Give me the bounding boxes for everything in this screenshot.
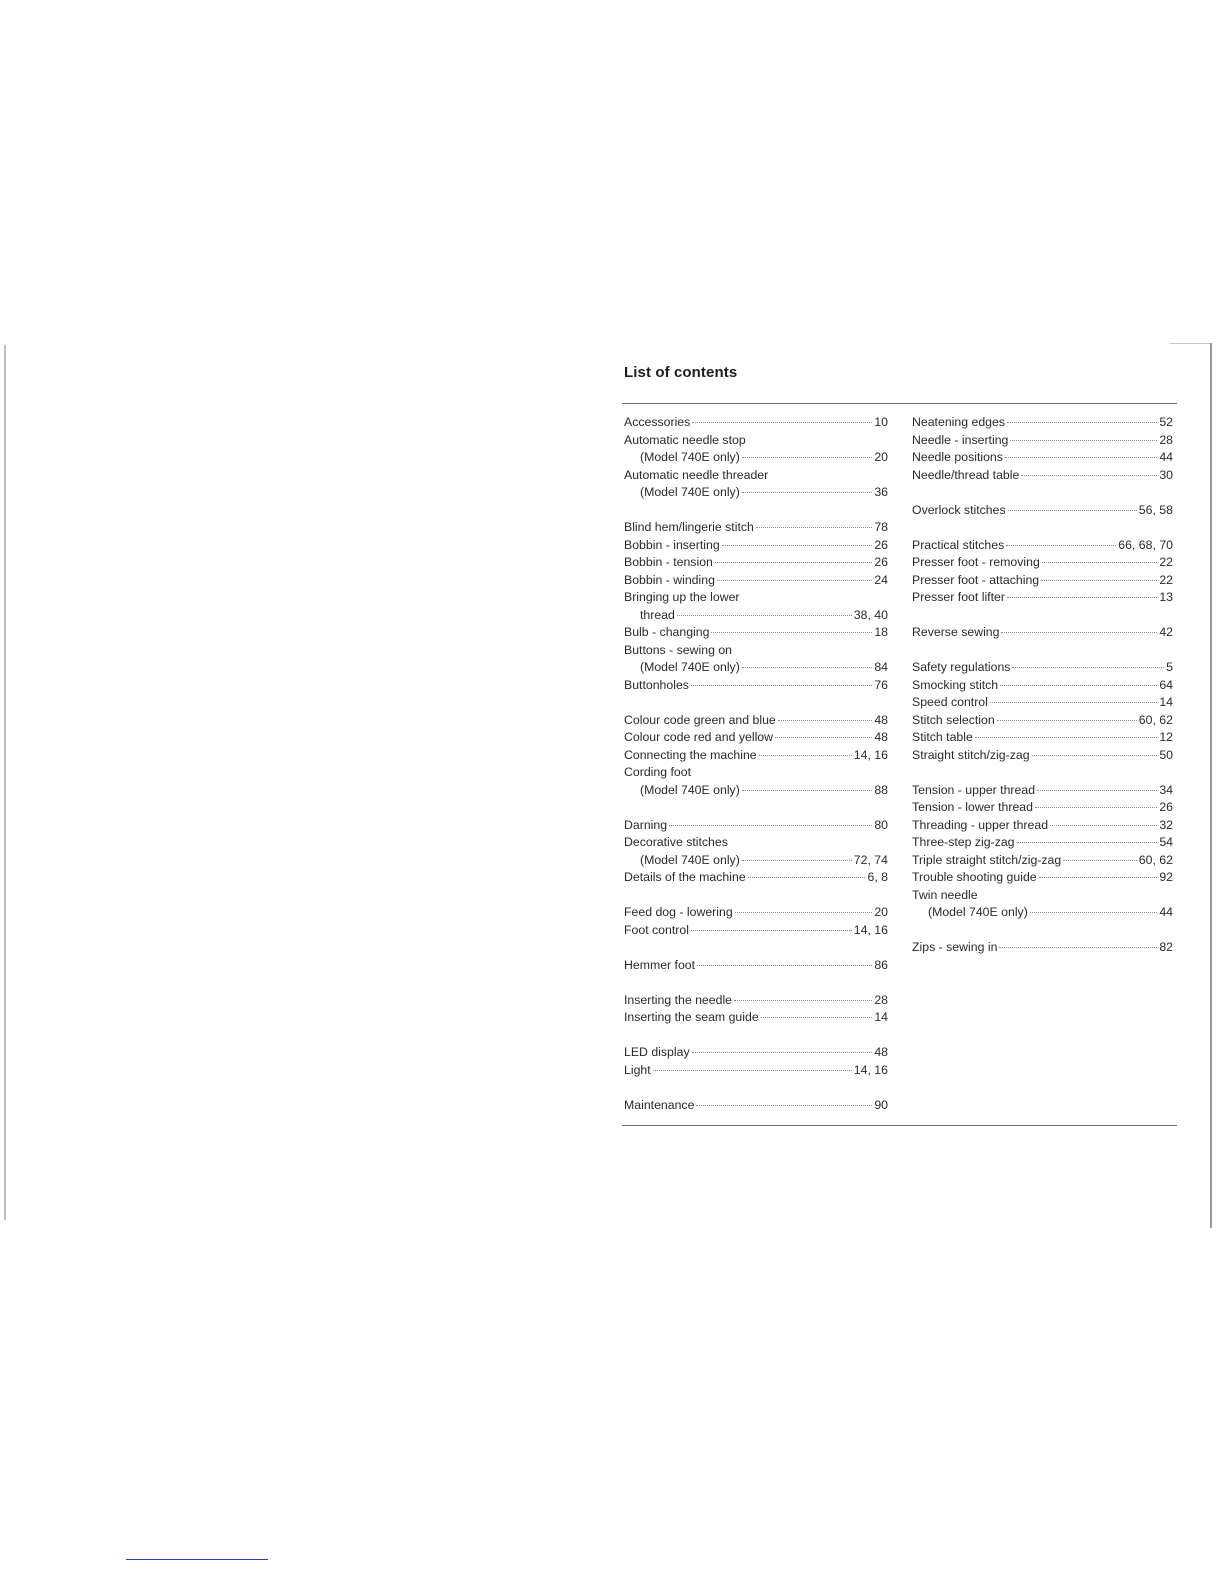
dot-leader xyxy=(1041,579,1157,581)
entry-topic: Bobbin - tension xyxy=(624,555,713,569)
dot-leader xyxy=(691,684,872,686)
entry-topic: Blind hem/lingerie stitch xyxy=(624,520,754,534)
dot-leader xyxy=(742,859,852,861)
dot-leader xyxy=(653,1069,852,1071)
entry-line xyxy=(624,834,888,852)
contents-entry xyxy=(912,887,1173,922)
entry-topic: Inserting the seam guide xyxy=(624,1010,759,1024)
contents-entry xyxy=(912,694,1173,712)
contents-column-left xyxy=(624,414,888,1114)
entry-topic: (Model 740E only) xyxy=(640,660,740,674)
group-spacer xyxy=(912,484,1173,502)
entry-line xyxy=(912,817,1173,835)
entry-line xyxy=(912,834,1173,852)
entry-topic: Bulb - changing xyxy=(624,625,710,639)
entry-page-numbers: 48 xyxy=(874,712,888,727)
contents-entry xyxy=(912,589,1173,607)
contents-entry xyxy=(912,712,1173,730)
dot-leader xyxy=(691,929,852,931)
contents-entry xyxy=(624,554,888,572)
entry-line xyxy=(624,537,888,555)
entry-page-numbers: 28 xyxy=(874,992,888,1007)
entry-topic: Needle - inserting xyxy=(912,432,1009,447)
entry-line xyxy=(624,747,888,765)
contents-entry xyxy=(624,642,888,677)
entry-page-numbers: 92 xyxy=(1159,870,1173,884)
dot-leader xyxy=(761,1016,873,1018)
contents-entry xyxy=(912,449,1173,467)
entry-topic: Safety regulations xyxy=(912,660,1011,674)
entry-topic: Threading - upper thread xyxy=(912,817,1049,832)
entry-page-numbers: 66, 68, 70 xyxy=(1118,537,1173,552)
entry-page-numbers: 78 xyxy=(874,520,888,534)
dot-leader xyxy=(742,789,873,791)
entry-line xyxy=(624,992,888,1010)
dot-leader xyxy=(1063,859,1137,861)
entry-topic: Smocking stitch xyxy=(912,677,999,692)
contents-entry xyxy=(624,1009,888,1027)
contents-entry xyxy=(624,537,888,555)
entry-line xyxy=(624,519,888,537)
contents-entry xyxy=(912,502,1173,520)
entry-topic: Three-step zig-zag xyxy=(912,835,1015,849)
contents-entry xyxy=(912,432,1173,450)
entry-line xyxy=(624,712,888,730)
entry-topic: (Model 740E only) xyxy=(640,852,740,867)
contents-entry xyxy=(624,922,888,940)
dot-leader xyxy=(759,754,852,756)
entry-page-numbers: 48 xyxy=(874,1045,888,1059)
entry-line xyxy=(912,747,1173,765)
entry-topic: Automatic needle stop xyxy=(624,432,746,447)
entry-page-numbers: 44 xyxy=(1159,450,1173,464)
dot-leader xyxy=(717,579,872,581)
contents-entry xyxy=(912,817,1173,835)
entry-line xyxy=(624,904,888,922)
contents-entry xyxy=(912,659,1173,677)
entry-continuation-line xyxy=(624,607,888,625)
contents-entry xyxy=(624,1044,888,1062)
entry-page-numbers: 34 xyxy=(1159,782,1173,797)
entry-line xyxy=(624,1009,888,1027)
contents-entry xyxy=(624,992,888,1010)
entry-line xyxy=(624,817,888,835)
dot-leader xyxy=(1017,841,1158,843)
entry-line xyxy=(912,887,1173,905)
entry-continuation-line xyxy=(912,904,1173,922)
entry-page-numbers: 60, 62 xyxy=(1138,852,1173,867)
entry-topic: Accessories xyxy=(624,415,691,429)
entry-topic: Tension - upper thread xyxy=(912,782,1036,797)
contents-entry xyxy=(912,554,1173,572)
entry-topic: Colour code red and yellow xyxy=(624,730,774,744)
entry-topic: Presser foot lifter xyxy=(912,590,1005,604)
entry-page-numbers: 14, 16 xyxy=(853,1062,888,1077)
contents-entry xyxy=(624,467,888,502)
entry-line xyxy=(912,537,1173,555)
contents-entry xyxy=(912,414,1173,432)
dot-leader xyxy=(734,999,872,1001)
contents-entry xyxy=(624,904,888,922)
entry-page-numbers: 10 xyxy=(874,415,888,429)
entry-topic: Presser foot - removing xyxy=(912,555,1040,569)
dot-leader xyxy=(778,719,873,721)
contents-entry xyxy=(912,729,1173,747)
entry-topic: Twin needle xyxy=(912,887,978,902)
group-spacer xyxy=(624,974,888,992)
dot-leader xyxy=(975,736,1157,738)
entry-page-numbers: 14, 16 xyxy=(853,922,888,937)
entry-topic: Darning xyxy=(624,817,668,832)
entry-topic: Tension - lower thread xyxy=(912,800,1033,814)
dot-leader xyxy=(1037,789,1157,791)
entry-line xyxy=(624,922,888,940)
entry-line xyxy=(912,624,1173,642)
contents-entry xyxy=(624,519,888,537)
entry-page-numbers: 42 xyxy=(1159,625,1173,639)
page-edge-right-top xyxy=(1170,343,1212,344)
entry-page-numbers: 26 xyxy=(874,537,888,552)
entry-page-numbers: 30 xyxy=(1159,467,1173,482)
group-spacer xyxy=(624,939,888,957)
entry-line xyxy=(624,1044,888,1062)
entry-topic: Triple straight stitch/zig-zag xyxy=(912,852,1062,867)
contents-entry xyxy=(912,624,1173,642)
page-title: List of contents xyxy=(624,364,738,381)
dot-leader xyxy=(742,491,873,493)
contents-entry xyxy=(912,782,1173,800)
entry-page-numbers: 72, 74 xyxy=(853,852,888,867)
contents-entry xyxy=(624,677,888,695)
dot-leader xyxy=(748,876,866,878)
entry-line xyxy=(624,1097,888,1115)
entry-line xyxy=(912,939,1173,957)
entry-page-numbers: 14, 16 xyxy=(853,747,888,762)
entry-topic: Details of the machine xyxy=(624,870,746,884)
entry-topic: (Model 740E only) xyxy=(640,450,740,464)
entry-line xyxy=(912,659,1173,677)
group-spacer xyxy=(624,502,888,520)
entry-topic: Presser foot - attaching xyxy=(912,572,1040,587)
entry-line xyxy=(912,694,1173,712)
entry-topic: Stitch table xyxy=(912,730,973,744)
entry-page-numbers: 76 xyxy=(874,677,888,692)
contents-entry xyxy=(624,957,888,975)
entry-page-numbers: 54 xyxy=(1159,835,1173,849)
group-spacer xyxy=(912,642,1173,660)
contents-entry xyxy=(624,834,888,869)
entry-topic: Connecting the machine xyxy=(624,747,757,762)
entry-topic: Neatening edges xyxy=(912,415,1005,429)
dot-leader xyxy=(692,1051,873,1053)
entry-line xyxy=(624,869,888,887)
dot-leader xyxy=(1005,456,1157,458)
entry-page-numbers: 26 xyxy=(874,555,888,569)
entry-page-numbers: 18 xyxy=(874,625,888,639)
entry-topic: Cording foot xyxy=(624,765,691,779)
dot-leader xyxy=(722,544,873,546)
page-edge-left xyxy=(4,345,6,1220)
contents-entry xyxy=(912,834,1173,852)
entry-topic: Maintenance xyxy=(624,1097,695,1112)
dot-leader xyxy=(742,456,873,458)
entry-topic: Zips - sewing in xyxy=(912,940,998,954)
dot-leader xyxy=(1008,509,1137,511)
dot-leader xyxy=(1030,911,1158,913)
entry-line xyxy=(912,502,1173,520)
dot-leader xyxy=(1012,666,1164,668)
entry-page-numbers: 20 xyxy=(874,905,888,919)
contents-entry xyxy=(624,414,888,432)
entry-line xyxy=(624,414,888,432)
entry-topic: Overlock stitches xyxy=(912,502,1006,517)
entry-line xyxy=(624,467,888,485)
entry-line xyxy=(624,729,888,747)
entry-line xyxy=(624,572,888,590)
entry-page-numbers: 14 xyxy=(874,1010,888,1024)
entry-page-numbers: 12 xyxy=(1159,730,1173,744)
entry-page-numbers: 86 xyxy=(874,957,888,972)
entry-page-numbers: 14 xyxy=(1159,695,1173,709)
bottom-divider xyxy=(622,1125,1177,1126)
entry-page-numbers: 82 xyxy=(1159,940,1173,954)
entry-continuation-line xyxy=(624,484,888,502)
entry-topic: Feed dog - lowering xyxy=(624,905,733,919)
entry-page-numbers: 13 xyxy=(1159,590,1173,604)
entry-line xyxy=(912,554,1173,572)
entry-topic: (Model 740E only) xyxy=(640,485,740,499)
entry-topic: Buttonholes xyxy=(624,677,689,692)
top-divider xyxy=(622,403,1177,404)
entry-line xyxy=(624,764,888,782)
contents-entry xyxy=(624,624,888,642)
dot-leader xyxy=(1010,439,1157,441)
entry-line xyxy=(912,799,1173,817)
contents-entry xyxy=(624,817,888,835)
bottom-link-underline xyxy=(126,1559,268,1560)
entry-line xyxy=(912,677,1173,695)
dot-leader xyxy=(756,526,872,528)
entry-page-numbers: 52 xyxy=(1159,415,1173,429)
entry-continuation-line xyxy=(624,659,888,677)
entry-line xyxy=(912,782,1173,800)
entry-topic: Straight stitch/zig-zag xyxy=(912,747,1030,762)
entry-page-numbers: 32 xyxy=(1159,817,1173,832)
contents-entry xyxy=(912,572,1173,590)
entry-line xyxy=(912,869,1173,887)
entry-topic: Automatic needle threader xyxy=(624,467,769,482)
entry-page-numbers: 6, 8 xyxy=(867,870,888,884)
entry-line xyxy=(912,467,1173,485)
dot-leader xyxy=(997,719,1137,721)
entry-page-numbers: 60, 62 xyxy=(1138,712,1173,727)
contents-entry xyxy=(912,939,1173,957)
page-edge-right xyxy=(1210,343,1212,1228)
group-spacer xyxy=(624,1027,888,1045)
dot-leader xyxy=(999,946,1157,948)
entry-page-numbers: 20 xyxy=(874,450,888,464)
dot-leader xyxy=(735,911,873,913)
entry-topic: Needle/thread table xyxy=(912,467,1020,482)
group-spacer xyxy=(624,799,888,817)
entry-topic: (Model 740E only) xyxy=(928,905,1028,919)
contents-entry xyxy=(624,764,888,799)
contents-entry xyxy=(624,589,888,624)
entry-line xyxy=(624,589,888,607)
entry-page-numbers: 80 xyxy=(874,817,888,832)
group-spacer xyxy=(912,519,1173,537)
dot-leader xyxy=(1001,631,1157,633)
contents-entry xyxy=(624,1097,888,1115)
entry-topic: Bringing up the lower xyxy=(624,590,740,604)
dot-leader xyxy=(990,701,1157,703)
contents-entry xyxy=(624,432,888,467)
dot-leader xyxy=(1050,824,1157,826)
entry-line xyxy=(912,572,1173,590)
contents-entry xyxy=(624,729,888,747)
contents-entry xyxy=(624,572,888,590)
entry-page-numbers: 84 xyxy=(874,660,888,674)
entry-page-numbers: 44 xyxy=(1159,905,1173,919)
entry-line xyxy=(912,432,1173,450)
entry-line xyxy=(624,677,888,695)
dot-leader xyxy=(1032,754,1158,756)
dot-leader xyxy=(677,614,852,616)
entry-line xyxy=(912,712,1173,730)
entry-page-numbers: 26 xyxy=(1159,800,1173,814)
group-spacer xyxy=(912,764,1173,782)
entry-line xyxy=(624,957,888,975)
entry-line xyxy=(624,432,888,450)
entry-page-numbers: 56, 58 xyxy=(1138,502,1173,517)
entry-topic: Buttons - sewing on xyxy=(624,642,733,657)
dot-leader xyxy=(1039,876,1158,878)
dot-leader xyxy=(1021,474,1157,476)
entry-line xyxy=(912,852,1173,870)
dot-leader xyxy=(742,666,873,668)
entry-line xyxy=(624,624,888,642)
dot-leader xyxy=(1042,561,1158,563)
entry-line xyxy=(624,554,888,572)
entry-line xyxy=(912,589,1173,607)
entry-page-numbers: 90 xyxy=(874,1097,888,1112)
entry-topic: thread xyxy=(640,607,675,622)
dot-leader xyxy=(1007,421,1157,423)
entry-page-numbers: 28 xyxy=(1159,432,1173,447)
dot-leader xyxy=(715,561,872,563)
entry-line xyxy=(624,1062,888,1080)
dot-leader xyxy=(1000,684,1157,686)
entry-line xyxy=(912,449,1173,467)
group-spacer xyxy=(624,1079,888,1097)
contents-entry xyxy=(912,677,1173,695)
group-spacer xyxy=(912,607,1173,625)
contents-entry xyxy=(912,869,1173,887)
contents-entry xyxy=(912,537,1173,555)
entry-topic: Bobbin - winding xyxy=(624,572,715,587)
entry-page-numbers: 24 xyxy=(874,572,888,587)
entry-line xyxy=(912,414,1173,432)
group-spacer xyxy=(912,922,1173,940)
entry-page-numbers: 64 xyxy=(1159,677,1173,692)
entry-topic: Inserting the needle xyxy=(624,992,733,1007)
entry-page-numbers: 36 xyxy=(874,485,888,499)
contents-entry xyxy=(912,747,1173,765)
group-spacer xyxy=(624,887,888,905)
entry-topic: Speed control xyxy=(912,695,988,709)
group-spacer xyxy=(624,694,888,712)
contents-entry xyxy=(624,869,888,887)
entry-topic: Bobbin - inserting xyxy=(624,537,720,552)
contents-entry xyxy=(912,799,1173,817)
entry-continuation-line xyxy=(624,449,888,467)
dot-leader xyxy=(1006,544,1116,546)
dot-leader xyxy=(692,421,872,423)
entry-topic: (Model 740E only) xyxy=(640,782,740,797)
dot-leader xyxy=(711,631,872,633)
contents-entry xyxy=(912,467,1173,485)
contents-entry xyxy=(624,712,888,730)
dot-leader xyxy=(1035,806,1157,808)
entry-topic: Hemmer foot xyxy=(624,957,696,972)
dot-leader xyxy=(696,1104,872,1106)
entry-continuation-line xyxy=(624,782,888,800)
contents-entry xyxy=(912,852,1173,870)
entry-continuation-line xyxy=(624,852,888,870)
dot-leader xyxy=(1007,596,1157,598)
entry-page-numbers: 88 xyxy=(874,782,888,797)
entry-topic: Colour code green and blue xyxy=(624,712,776,727)
entry-page-numbers: 22 xyxy=(1159,555,1173,569)
entry-topic: Trouble shooting guide xyxy=(912,870,1037,884)
entry-topic: Decorative stitches xyxy=(624,835,728,849)
contents-column-right xyxy=(912,414,1173,957)
entry-topic: Foot control xyxy=(624,922,689,937)
entry-topic: Practical stitches xyxy=(912,537,1005,552)
entry-page-numbers: 50 xyxy=(1159,747,1173,762)
contents-entry xyxy=(624,747,888,765)
entry-topic: LED display xyxy=(624,1045,690,1059)
contents-entry xyxy=(624,1062,888,1080)
entry-page-numbers: 38, 40 xyxy=(853,607,888,622)
entry-line xyxy=(912,729,1173,747)
entry-line xyxy=(624,642,888,660)
entry-topic: Needle positions xyxy=(912,450,1003,464)
entry-page-numbers: 5 xyxy=(1166,660,1173,674)
entry-page-numbers: 48 xyxy=(874,730,888,744)
entry-topic: Reverse sewing xyxy=(912,625,1000,639)
dot-leader xyxy=(697,964,872,966)
entry-topic: Stitch selection xyxy=(912,712,995,727)
dot-leader xyxy=(775,736,872,738)
entry-topic: Light xyxy=(624,1062,651,1077)
entry-page-numbers: 22 xyxy=(1159,572,1173,587)
dot-leader xyxy=(669,824,872,826)
